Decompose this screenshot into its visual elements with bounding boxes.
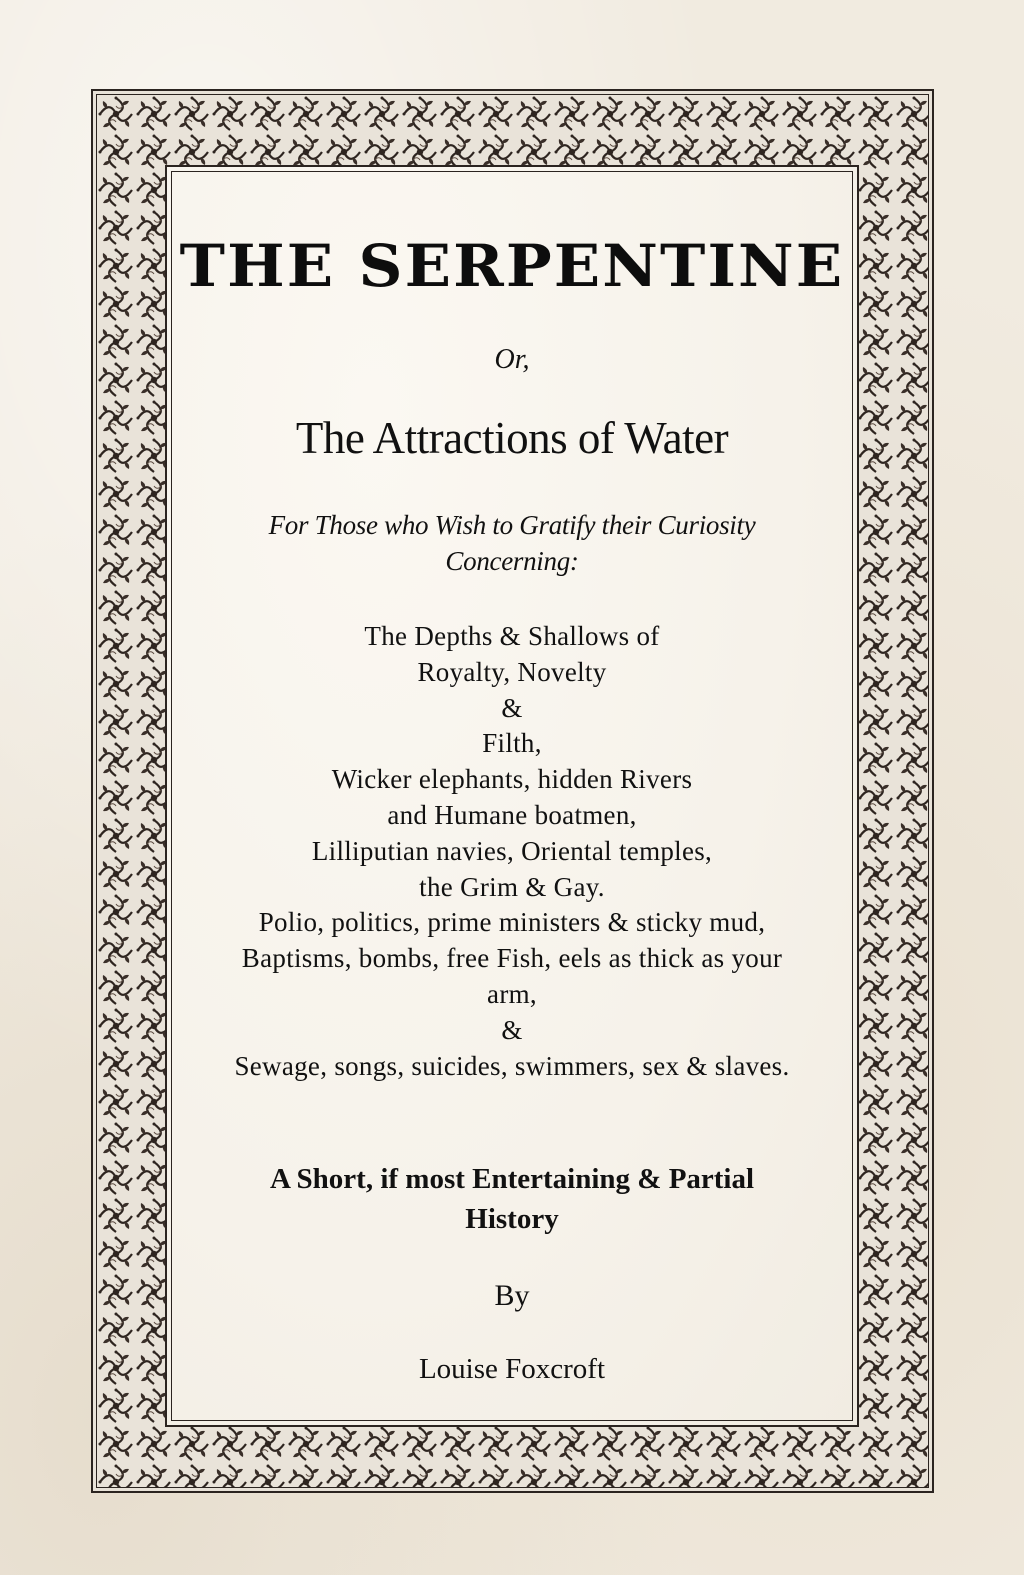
intro-line: For Those who Wish to Gratify their Curiosity xyxy=(268,510,756,540)
topic-line: & xyxy=(501,1014,523,1045)
topic-line: and Humane boatmen, xyxy=(387,799,637,830)
by-line: By xyxy=(494,1279,530,1312)
topic-line: arm, xyxy=(487,978,537,1009)
topic-line: Wicker elephants, hidden Rivers xyxy=(331,764,693,795)
or-line: Or, xyxy=(494,344,530,375)
book-title: THE SERPENTINE xyxy=(179,232,845,300)
topic-line: the Grim & Gay. xyxy=(419,871,605,902)
author-name: Louise Foxcroft xyxy=(418,1353,606,1385)
topic-line: Filth, xyxy=(482,728,542,759)
topics-list xyxy=(170,619,854,1084)
topic-line: Sewage, songs, suicides, swimmers, sex & slaves. xyxy=(234,1050,790,1081)
intro-text xyxy=(170,507,854,579)
topic-line: Royalty, Novelty xyxy=(417,656,607,687)
topic-line: & xyxy=(501,692,523,723)
topic-line: Polio, politics, prime ministers & sticky mud, xyxy=(258,907,766,938)
description-line: History xyxy=(465,1203,559,1235)
book-subtitle: The Attractions of Water xyxy=(295,413,729,463)
topic-line: The Depths & Shallows of xyxy=(364,621,660,651)
intro-line: Concerning: xyxy=(445,546,579,576)
topic-line: Baptisms, bombs, free Fish, eels as thick as your xyxy=(241,943,783,974)
description-line: A Short, if most Entertaining & Partial xyxy=(269,1163,755,1195)
book-description xyxy=(170,1159,854,1239)
topic-line: Lilliputian navies, Oriental temples, xyxy=(311,835,713,866)
